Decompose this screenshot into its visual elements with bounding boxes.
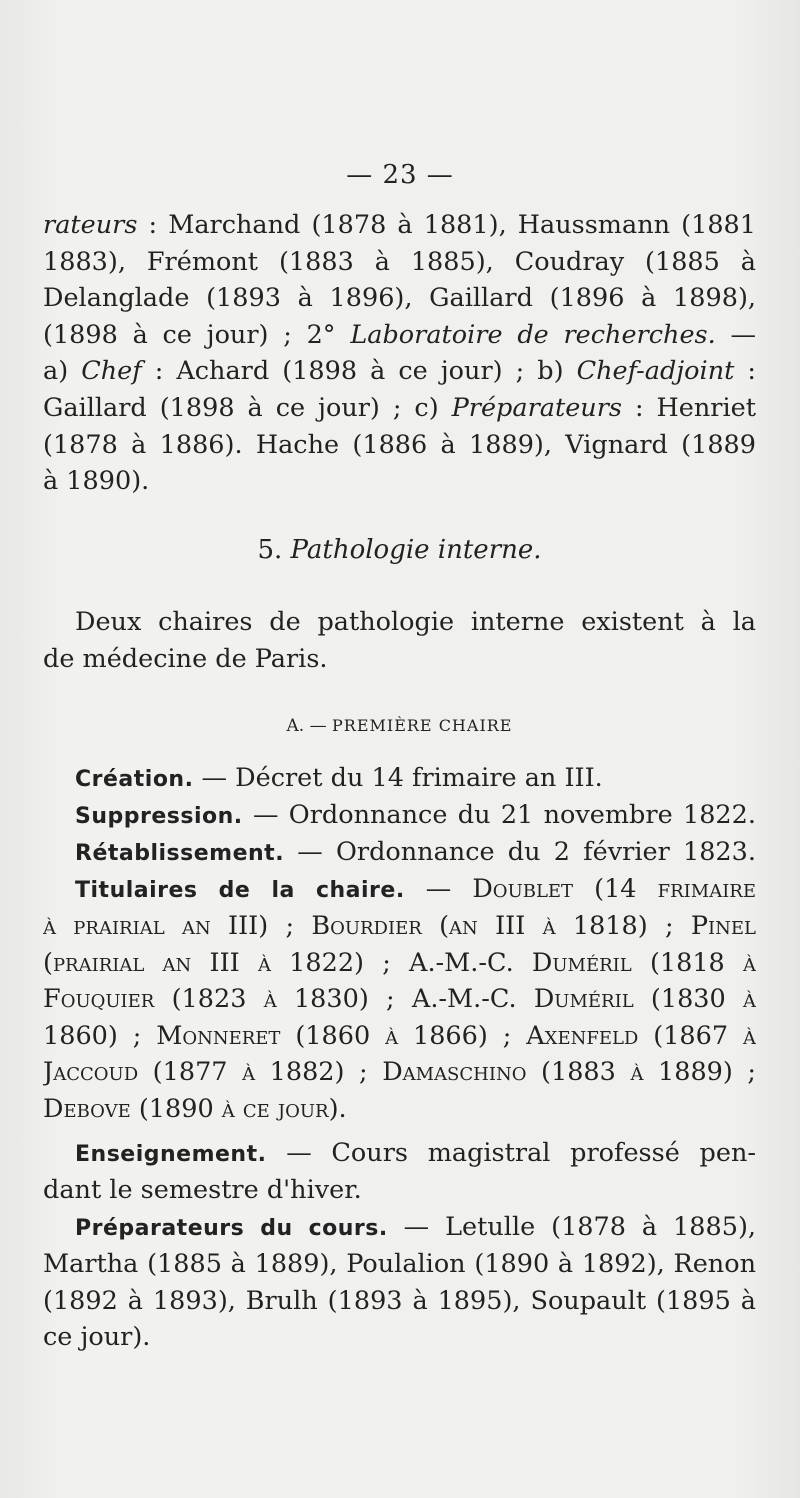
intro-paragraph-end bbox=[43, 641, 756, 678]
text-line: Debove (1890 à ce jour). bbox=[43, 1093, 347, 1124]
text-line: de médecine de Paris. bbox=[43, 644, 328, 674]
page-number: — 23 — bbox=[346, 160, 454, 190]
entry-label: Préparateurs du cours. bbox=[75, 1216, 388, 1241]
entry-label: Titulaires de la chaire. bbox=[75, 878, 405, 903]
entry-enseignement: Enseignement. — Cours magistral professé pen- bbox=[75, 1138, 756, 1168]
entry-label: Rétablissement. bbox=[75, 841, 285, 866]
text-line: à 1890). bbox=[43, 466, 150, 497]
text-line: Gaillard (1898 à ce jour) ; c) Préparateurs : Henriet bbox=[43, 392, 756, 423]
subheading: A. — PREMIÈRE CHAIRE bbox=[286, 716, 513, 736]
entry-label: Suppression. bbox=[75, 804, 243, 829]
text-line: à prairial an III) ; Bourdier (an III à 1818) ; Pinel bbox=[43, 911, 756, 941]
entry-label: Création. bbox=[75, 767, 194, 792]
section-heading: 5. Pathologie interne. bbox=[257, 535, 542, 565]
text-line: Martha (1885 à 1889), Poulalion (1890 à 1892), Renon bbox=[43, 1249, 756, 1279]
text-line: Fouquier (1823 à 1830) ; A.-M.-C. Duméril (1830 à bbox=[43, 984, 756, 1015]
text-line: a) Chef : Achard (1898 à ce jour) ; b) Chef-adjoint : bbox=[43, 356, 756, 387]
text-line: (1878 à 1886). Hache (1886 à 1889), Vignard (1889 bbox=[43, 429, 756, 460]
text-line: (1892 à 1893), Brulh (1893 à 1895), Soupault (1895 à bbox=[43, 1285, 756, 1316]
text-line: Delanglade (1893 à 1896), Gaillard (1896 à 1898), bbox=[43, 283, 756, 314]
text-line: Jaccoud (1877 à 1882) ; Damaschino (1883 à 1889) ; bbox=[43, 1057, 756, 1088]
entry-suppression: Suppression. — Ordonnance du 21 novembre 1822. bbox=[75, 800, 756, 830]
text-line: 1860) ; Monneret (1860 à 1866) ; Axenfeld (1867 à bbox=[43, 1020, 756, 1051]
entry-preparateurs: Préparateurs du cours. — Letulle (1878 à 1885), bbox=[75, 1212, 756, 1242]
continuation-paragraph bbox=[43, 207, 756, 500]
text-line: (1898 à ce jour) ; 2° Laboratoire de recherches. — bbox=[43, 319, 756, 350]
preparateurs-list bbox=[43, 1246, 756, 1356]
entry-retablissement: Rétablissement. — Ordonnance du 2 février 1823. bbox=[75, 837, 756, 867]
enseignement-continued bbox=[43, 1172, 756, 1209]
text-line: 1883), Frémont (1883 à 1885), Coudray (1885 à bbox=[43, 246, 756, 277]
text-line: (prairial an III à 1822) ; A.-M.-C. Duméril (1818 à bbox=[43, 947, 756, 978]
entry-titulaires: Titulaires de la chaire. — Doublet (14 frimaire bbox=[75, 874, 756, 904]
text-line: ce jour). bbox=[43, 1322, 151, 1353]
text-line: rateurs : Marchand (1878 à 1881), Haussmann (1881 bbox=[43, 210, 756, 240]
entry-creation: Création. — Décret du 14 frimaire an III. bbox=[75, 763, 603, 793]
entry-label: Enseignement. bbox=[75, 1142, 267, 1167]
titulaires-list bbox=[43, 908, 756, 1128]
intro-paragraph bbox=[75, 604, 756, 641]
text-line: Deux chaires de pathologie interne existent à la bbox=[75, 607, 756, 637]
text-line: dant le semestre d'hiver. bbox=[43, 1175, 362, 1205]
